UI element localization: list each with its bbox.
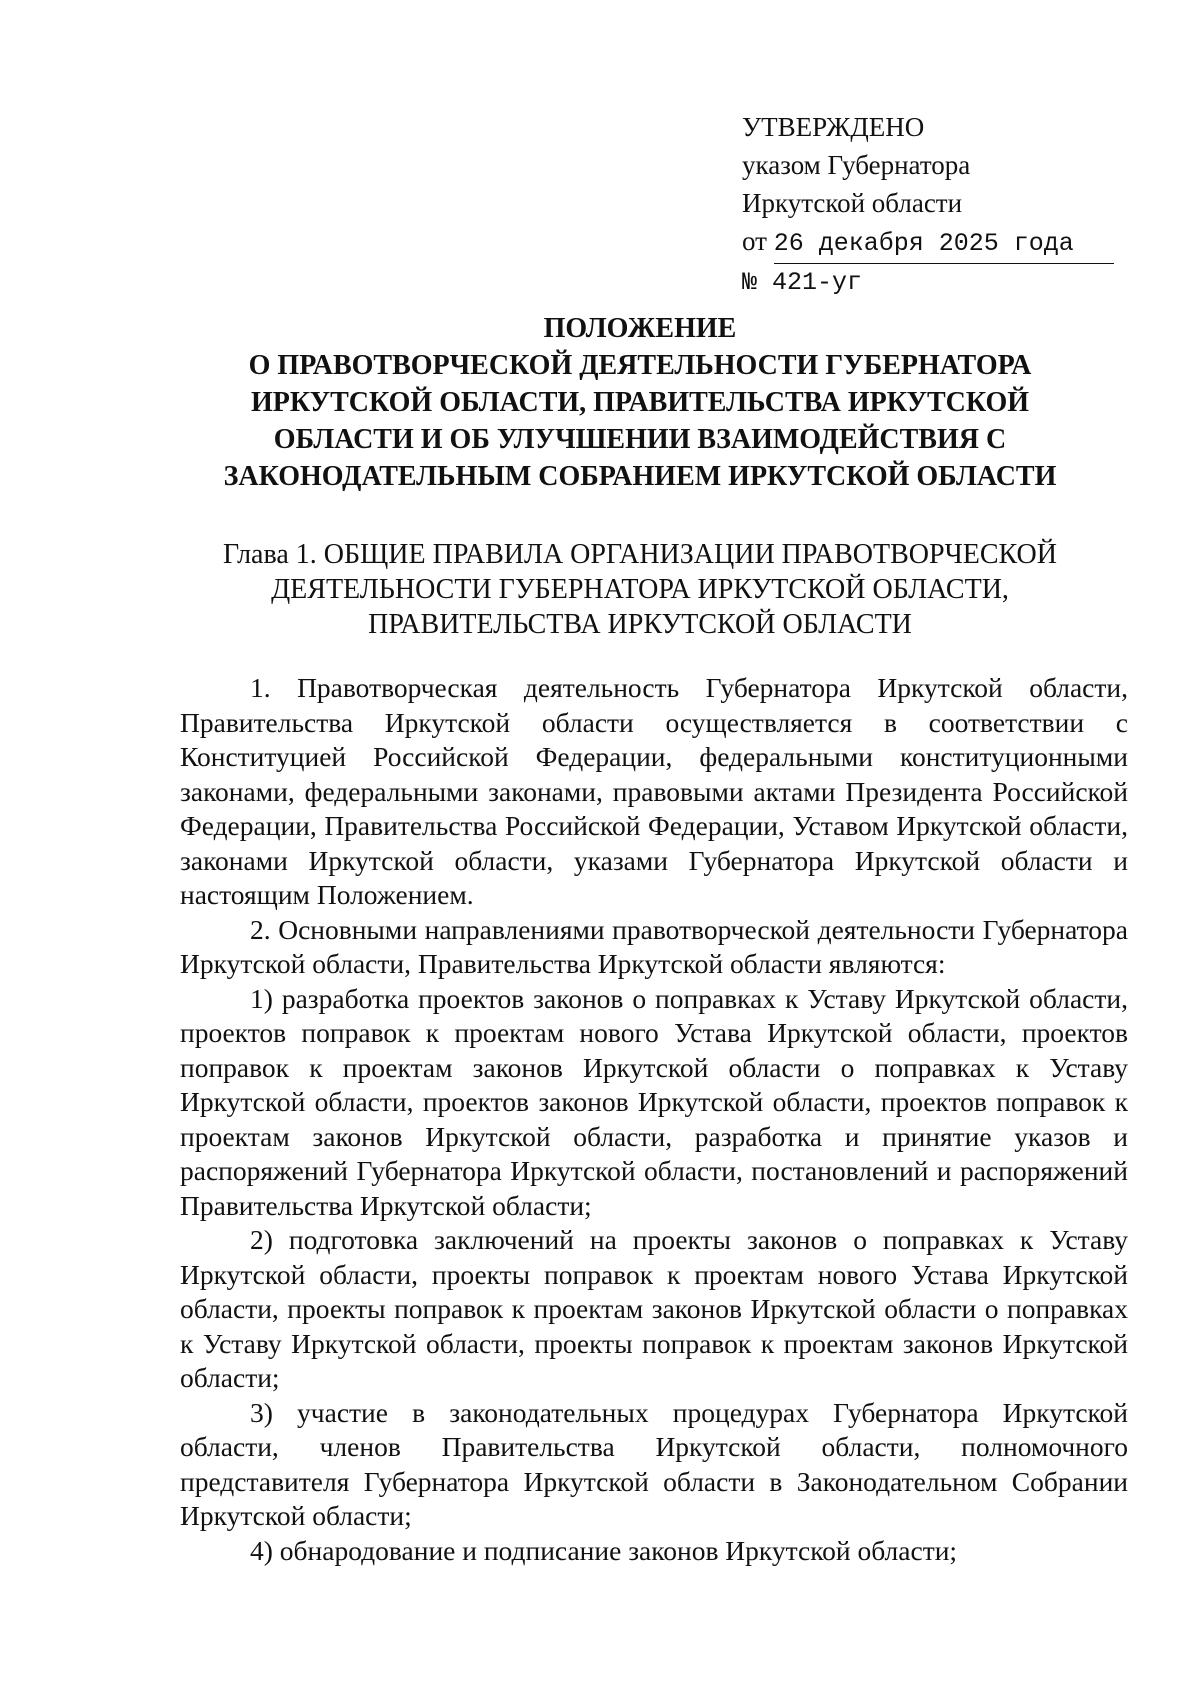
chapter-heading <box>160 537 1120 642</box>
title-line-3: ИРКУТСКОЙ ОБЛАСТИ, ПРАВИТЕЛЬСТВА ИРКУТСКОЙ <box>250 387 1030 418</box>
approval-line-decree: указом Губернатора <box>742 150 971 180</box>
chapter-line-1: Глава 1. ОБЩИЕ ПРАВИЛА ОРГАНИЗАЦИИ ПРАВОТВОРЧЕСКОЙ <box>223 539 1057 570</box>
approval-heading: УТВЕРЖДЕНО <box>742 112 925 142</box>
approval-date-line <box>742 222 1114 264</box>
chapter-line-2: ДЕЯТЕЛЬНОСТИ ГУБЕРНАТОРА ИРКУТСКОЙ ОБЛАСТИ, <box>271 574 1009 605</box>
chapter-line-3: ПРАВИТЕЛЬСТВА ИРКУТСКОЙ ОБЛАСТИ <box>368 609 912 640</box>
approval-date-value: 26 декабря 2025 года <box>774 225 1114 264</box>
document-title <box>160 310 1120 495</box>
approval-line-region: Иркутской области <box>742 188 963 218</box>
list-item-1: 1) разработка проектов законов о поправках к Уставу Иркутской области, проектов поправок к проектам нового Устава Иркутской области, проектов поправок к проектам законов Иркутской области о поправках к Уставу Иркутской области, проектов законов Иркутской области, проектов поправок к проектам законов Иркутской области, разработка и принятие указов и распоряжений Губернатора Иркутской области, постановлений и распоряжений Правительства Иркутской области; <box>180 982 1128 1221</box>
title-line-2: О ПРАВОТВОРЧЕСКОЙ ДЕЯТЕЛЬНОСТИ ГУБЕРНАТОРА <box>248 350 1032 381</box>
approval-number: № 421-уг <box>742 268 863 297</box>
title-line-1: ПОЛОЖЕНИЕ <box>543 313 737 344</box>
approval-stamp <box>742 108 1114 302</box>
list-item-4: 4) обнародование и подписание законов Иркутской области; <box>250 1534 958 1566</box>
list-item-2: 2) подготовка заключений на проекты законов о поправках к Уставу Иркутской области, проекты поправок к проектам нового Устава Иркутской области, проекты поправок к проектам законов Иркутской области о поправках к Уставу Иркутской области, проекты поправок к проектам законов Иркутской области; <box>180 1224 1128 1393</box>
document-body <box>180 671 1128 1568</box>
title-line-5: ЗАКОНОДАТЕЛЬНЫМ СОБРАНИЕМ ИРКУТСКОЙ ОБЛАСТИ <box>223 461 1057 492</box>
title-line-4: ОБЛАСТИ И ОБ УЛУЧШЕНИИ ВЗАИМОДЕЙСТВИЯ С <box>273 424 1007 455</box>
list-item-3: 3) участие в законодательных процедурах Губернатора Иркутской области, членов Правительства Иркутской области, полномочного представителя Губернатора Иркутской области в Законодательном Собрании Иркутской области; <box>180 1396 1128 1531</box>
paragraph-1: 1. Правотворческая деятельность Губернатора Иркутской области, Правительства Иркутской области осуществляется в соответствии с Конституцией Российской Федерации, федеральными конституционными законами, федеральными законами, правовыми актами Президента Российской Федерации, Правительства Российской Федерации, Уставом Иркутской области, законами Иркутской области, указами Губернатора Иркутской области и настоящим Положением. <box>180 672 1128 910</box>
approval-date-prefix: от <box>742 226 767 256</box>
paragraph-2: 2. Основными направлениями правотворческой деятельности Губернатора Иркутской области, Правительства Иркутской области являются: <box>180 913 1128 979</box>
